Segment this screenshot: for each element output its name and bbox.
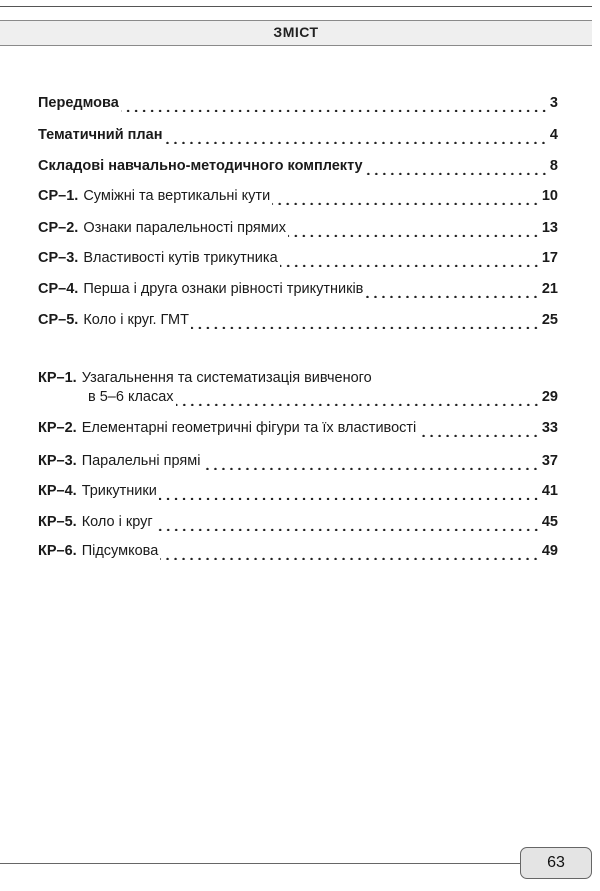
dot-leader [160,546,540,560]
toc-entry-code: СР–2. [38,220,79,236]
dot-leader [272,191,540,205]
dot-leader [176,392,540,406]
toc-entry-thematic-plan[interactable] [38,126,558,144]
toc-page-number: 13 [541,220,558,236]
toc-page-number: 25 [541,312,558,328]
toc-entry-sr-5[interactable] [38,311,558,329]
toc-entry-preface[interactable] [38,94,558,112]
top-rule [0,6,592,7]
toc-page-number: 45 [541,514,558,530]
toc-entry-code: КР–3. [38,453,77,469]
dot-leader [202,456,539,470]
toc-entry-code: СР–1. [38,188,79,204]
toc-page-number: 49 [541,543,558,559]
toc-entry-code: КР–6. [38,543,77,559]
toc-entry-title: Елементарні геометричні фігури та їх властивості [81,420,417,436]
toc-page-number: 41 [541,483,558,499]
toc-entry-kr-2[interactable] [38,419,558,437]
toc-entry-code: СР–4. [38,281,79,297]
toc-entry-title: Підсумкова [81,543,159,559]
toc-entry-kr-1[interactable] [38,369,558,387]
dot-leader [365,284,539,298]
toc-entry-title: Складові навчально-методичного комплекту [38,158,363,174]
toc-entry-kr-6[interactable] [38,542,558,560]
toc-entry-title: Трикутники [81,483,157,499]
toc-entry-sr-3[interactable] [38,249,558,267]
header-bar [0,20,592,46]
page-title: ЗМІСТ [273,24,319,40]
toc-entry-code: СР–3. [38,250,79,266]
toc-entry-kr-5[interactable] [38,513,558,531]
toc-entry-components[interactable] [38,157,558,175]
toc-entry-sr-1[interactable] [38,187,558,205]
toc-page-number: 17 [541,250,558,266]
toc-entry-title: Ознаки паралельності прямих [83,220,287,236]
toc-entry-title: Властивості кутів трикутника [83,250,278,266]
toc-page-number: 33 [541,420,558,436]
dot-leader [280,253,540,267]
toc-entry-kr-4[interactable] [38,482,558,500]
toc-entry-title: Суміжні та вертикальні кути [83,188,271,204]
toc-entry-title: Паралельні прямі [81,453,201,469]
toc-entry-title: Узагальнення та систематизація вивченого [81,370,372,386]
dot-leader [121,98,548,112]
dot-leader [418,423,540,437]
toc-entry-title: Коло і круг [81,514,153,530]
toc-page-number: 3 [549,95,558,111]
toc-entry-title: Коло і круг. ГМТ [83,312,189,328]
dot-leader [155,517,540,531]
toc-entry-kr-1-continuation[interactable] [88,388,558,406]
toc-entry-title-continuation: в 5–6 класах [88,389,174,405]
toc-entry-code: СР–5. [38,312,79,328]
toc-entry-sr-4[interactable] [38,280,558,298]
bottom-rule [0,863,592,864]
toc-entry-code: КР–4. [38,483,77,499]
toc-entry-code: КР–5. [38,514,77,530]
toc-page-number: 10 [541,188,558,204]
page-number-badge: 63 [520,847,592,879]
toc-entry-code: КР–1. [38,370,77,386]
dot-leader [288,223,540,237]
toc-page-number: 4 [549,127,558,143]
toc-page-number: 8 [549,158,558,174]
dot-leader [365,161,548,175]
toc-page-number: 29 [541,389,558,405]
toc-entry-code: КР–2. [38,420,77,436]
dot-leader [164,130,547,144]
toc-entry-title: Перша і друга ознаки рівності трикутників [83,281,364,297]
toc-entry-kr-3[interactable] [38,452,558,470]
toc-entry-title: Тематичний план [38,127,163,143]
toc-page-number: 37 [541,453,558,469]
dot-leader [191,315,540,329]
toc-page-number: 21 [541,281,558,297]
toc-entry-sr-2[interactable] [38,219,558,237]
dot-leader [159,486,540,500]
toc-entry-title: Передмова [38,95,119,111]
